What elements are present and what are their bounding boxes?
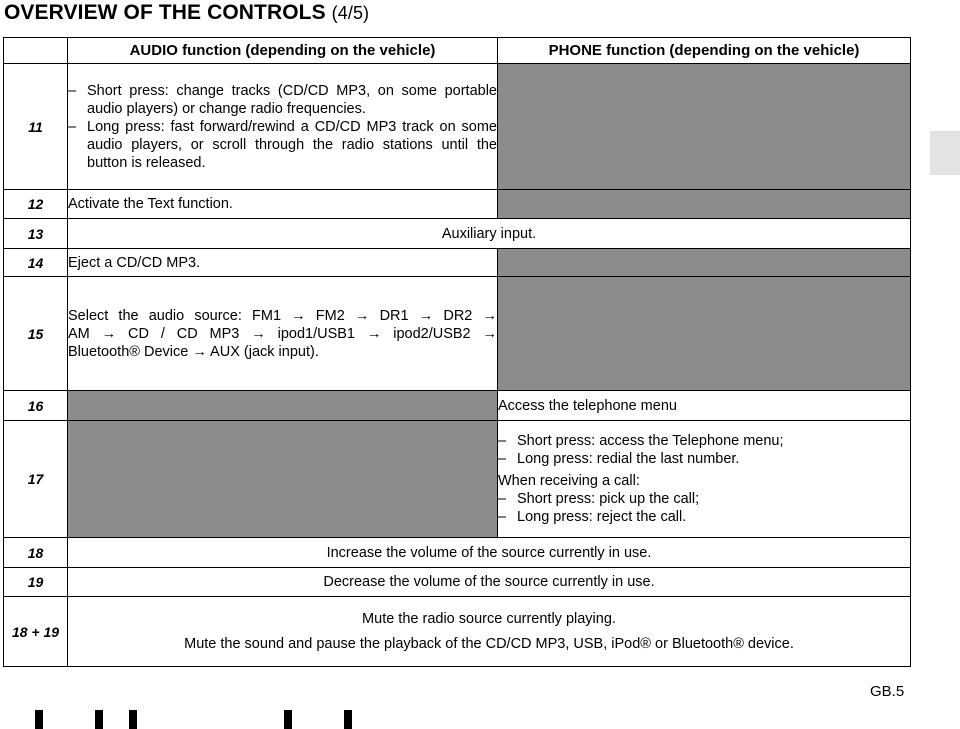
- dash-marker: –: [68, 118, 77, 135]
- row-18-shared: Increase the volume of the source currently in use.: [68, 538, 911, 568]
- row-number: 16: [4, 391, 68, 421]
- row-12-audio: Activate the Text function.: [68, 190, 498, 219]
- row-17-receiving-label: When receiving a call:: [498, 473, 640, 489]
- row-number: 18: [4, 538, 68, 568]
- page-title-text: OVERVIEW OF THE CONTROLS: [4, 1, 326, 24]
- row-17: [4, 421, 911, 538]
- row-18-19-line-1: Mute the radio source currently playing.: [362, 611, 616, 627]
- row-number: 15: [4, 277, 68, 391]
- list-item: [68, 82, 497, 118]
- dash-marker: –: [498, 509, 507, 525]
- list-item-text: Short press: pick up the call;: [517, 491, 700, 507]
- row-11-phone-empty: [498, 64, 911, 190]
- row-18-19: [4, 597, 911, 667]
- crop-mark: [129, 710, 137, 729]
- row-15-line-2: AM → CD / CD MP3 → ipod1/USB1 → ipod2/USB2 →: [68, 325, 497, 342]
- row-number: 13: [4, 219, 68, 249]
- row-13: [4, 219, 911, 249]
- list-item: [68, 118, 497, 172]
- row-13-shared: Auxiliary input.: [68, 219, 911, 249]
- row-number: 14: [4, 249, 68, 277]
- list-item-text: Long press: fast forward/rewind a CD/CD MP3 track on some audio players, or scroll through the radio stations until the button is released.: [87, 118, 497, 171]
- row-12: [4, 190, 911, 219]
- row-17-call-list: [498, 490, 910, 526]
- row-14: [4, 249, 911, 277]
- row-16-phone: Access the telephone menu: [498, 391, 911, 421]
- dash-marker: –: [498, 433, 507, 449]
- crop-mark: [284, 710, 292, 729]
- list-item-text: Long press: redial the last number.: [517, 451, 740, 467]
- row-19-shared: Decrease the volume of the source currently in use.: [68, 568, 911, 597]
- list-item-text: Short press: change tracks (CD/CD MP3, on some portable audio players) or change radio frequencies.: [87, 82, 497, 117]
- controls-table: [3, 37, 911, 667]
- row-18-19-shared: [68, 597, 911, 667]
- dash-marker: –: [498, 451, 507, 467]
- crop-mark: [95, 710, 103, 729]
- row-number: 12: [4, 190, 68, 219]
- row-11-audio-list: [68, 82, 497, 172]
- row-11-audio: [68, 64, 498, 190]
- row-number: 17: [4, 421, 68, 538]
- row-19: [4, 568, 911, 597]
- crop-mark: [344, 710, 352, 729]
- page-part: (4/5): [331, 3, 370, 23]
- list-item-text: Short press: access the Telephone menu;: [517, 433, 784, 449]
- dash-marker: –: [498, 491, 507, 507]
- row-17-audio-empty: [68, 421, 498, 538]
- row-15-line-1: Select the audio source: FM1 → FM2 → DR1 → DR2 →: [68, 307, 497, 324]
- row-15: [4, 277, 911, 391]
- row-number: 11: [4, 64, 68, 190]
- dash-marker: –: [68, 82, 77, 99]
- header-phone: PHONE function (depending on the vehicle): [498, 38, 911, 64]
- header-row: [4, 38, 911, 64]
- side-tab: [930, 131, 960, 175]
- crop-mark: [35, 710, 43, 729]
- list-item: [498, 490, 910, 508]
- header-empty-cell: [4, 38, 68, 64]
- page-number: GB.5: [870, 683, 905, 700]
- row-18: [4, 538, 911, 568]
- row-18-19-line-2: Mute the sound and pause the playback of the CD/CD MP3, USB, iPod® or Bluetooth® device.: [184, 636, 794, 652]
- page-title: [4, 1, 369, 25]
- row-14-audio: Eject a CD/CD MP3.: [68, 249, 498, 277]
- row-number: 18 + 19: [4, 597, 68, 667]
- row-17-phone: [498, 421, 911, 538]
- row-11: [4, 64, 911, 190]
- row-17-phone-list: [498, 432, 910, 468]
- row-number: 19: [4, 568, 68, 597]
- row-15-line-3: Bluetooth® Device → AUX (jack input).: [68, 343, 319, 360]
- row-15-phone-empty: [498, 277, 911, 391]
- header-audio: AUDIO function (depending on the vehicle): [68, 38, 498, 64]
- list-item: [498, 432, 910, 450]
- row-12-phone-empty: [498, 190, 911, 219]
- row-14-phone-empty: [498, 249, 911, 277]
- list-item: [498, 450, 910, 468]
- list-item: [498, 508, 910, 526]
- row-16: [4, 391, 911, 421]
- row-15-audio: [68, 277, 498, 391]
- list-item-text: Long press: reject the call.: [517, 509, 687, 525]
- row-16-audio-empty: [68, 391, 498, 421]
